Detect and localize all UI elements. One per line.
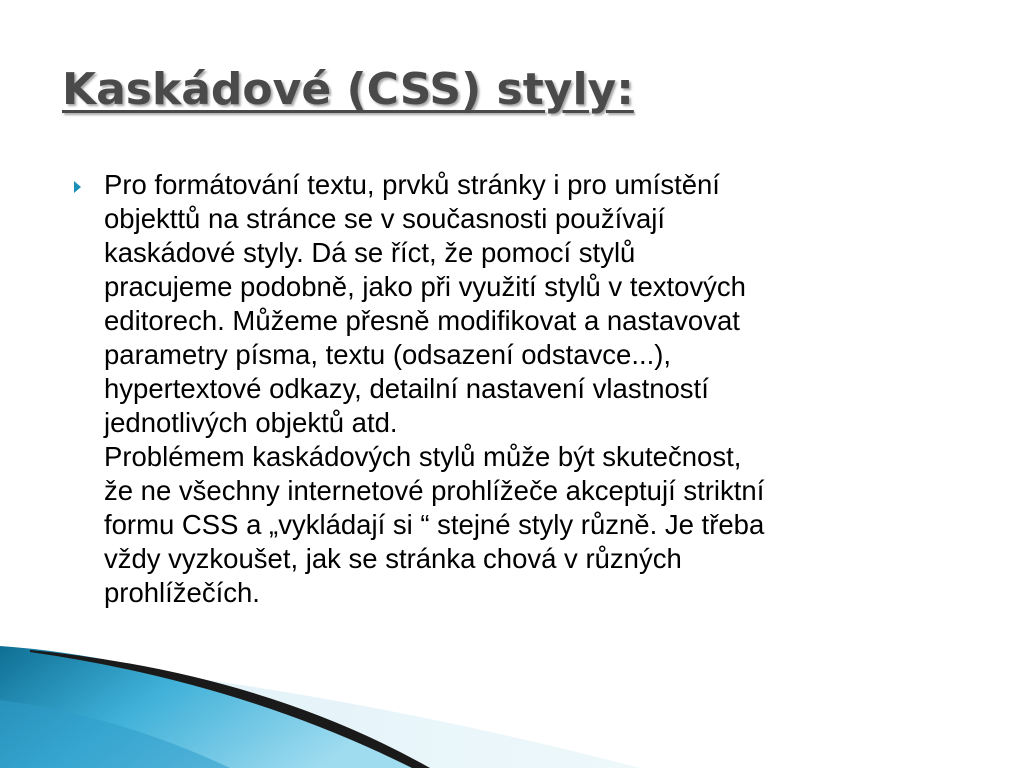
bullet-item [70,168,970,610]
triangle-bullet-icon [74,181,81,193]
bullet-paragraph-2: Problémem kaskádových stylů může být skutečnost, že ne všechny internetové prohlížeče akceptují striktní formu CSS a „vykládají si “ stejné styly různě. Je třeba vždy vyzkoušet, jak se stránka chová v různých prohlížečích. [104,441,765,608]
slide-content [70,168,970,610]
slide-title: Kaskádové (CSS) styly: [62,64,634,115]
bullet-paragraph-1: Pro formátování textu, prvků stránky i pro umístění objekttů na stránce se v současnosti používají kaskádové styly. Dá se říct, že pomocí stylů pracujeme podobně, jako při využití stylů v textových editorech. Můžeme přesně modifikovat a nastavovat parametry písma, textu (odsazení odstavce...), hypertextové odkazy, detailní nastavení vlastností jednotlivých objektů atd. [104,169,746,438]
